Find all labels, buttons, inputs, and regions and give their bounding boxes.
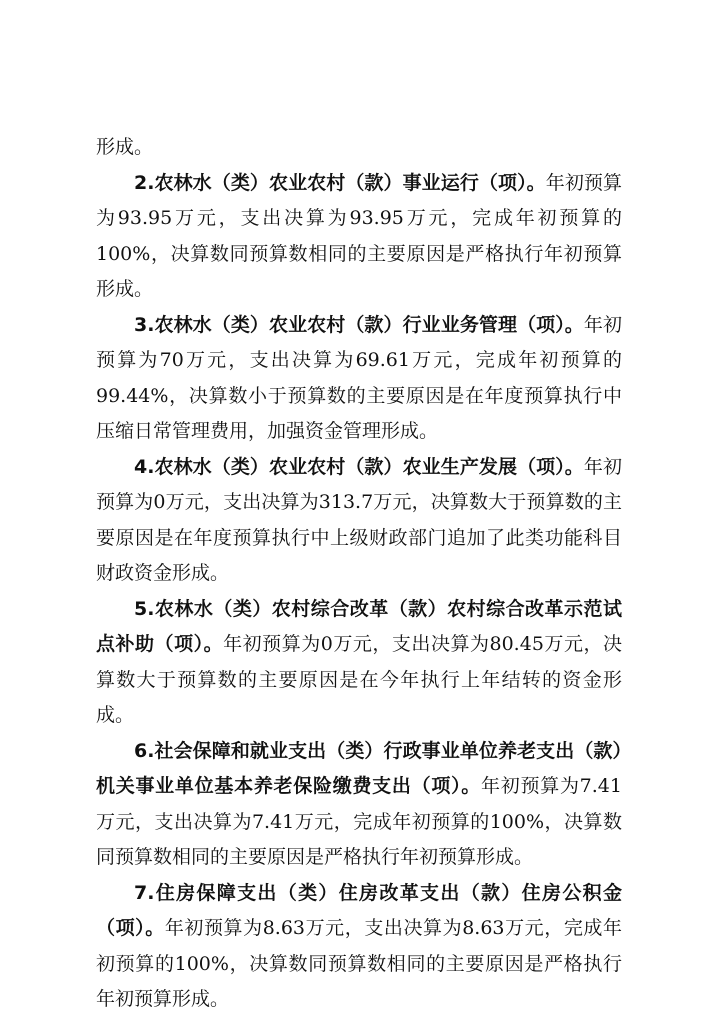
item-heading: 3.农林水（类）农业农村（款）行业业务管理（项）。 — [134, 313, 584, 336]
item-body: 年初预算为7.41万元，支出决算为7.41万元，完成年初预算的100%，决算数同预算数相同的主要原因是严格执行年初预算形成。 — [96, 775, 622, 868]
item-heading: 2.农林水（类）农业农村（款）事业运行（项）。 — [134, 171, 546, 194]
item-body: 年初预算为0万元，支出决算为313.7万元，决算数大于预算数的主要原因是在年度预算执行中上级财政部门追加了此类功能科目财政资金形成。 — [96, 455, 622, 584]
item-paragraph-6 — [96, 734, 622, 876]
item-body: 年初预算为8.63万元，支出决算为8.63万元，完成年初预算的100%，决算数同预算数相同的主要原因是严格执行年初预算形成。 — [96, 917, 622, 1010]
item-paragraph-5 — [96, 592, 622, 734]
item-paragraph-2 — [96, 166, 622, 308]
item-paragraph-3 — [96, 308, 622, 450]
item-body: 年初预算为70万元，支出决算为69.61万元，完成年初预算的99.44%，决算数小于预算数的主要原因是在年度预算执行中压缩日常管理费用，加强资金管理形成。 — [96, 313, 622, 442]
item-heading: 6.社会保障和就业支出（类）行政事业单位养老支出（款）机关事业单位基本养老保险缴费支出（项）。 — [96, 739, 622, 797]
item-heading: 4.农林水（类）农业农村（款）农业生产发展（项）。 — [134, 455, 584, 478]
item-paragraph-4 — [96, 450, 622, 592]
item-body: 年初预算为93.95万元，支出决算为93.95万元，完成年初预算的100%，决算数同预算数相同的主要原因是严格执行年初预算形成。 — [96, 171, 622, 300]
item-paragraph-7 — [96, 876, 622, 1018]
continuation-paragraph: 形成。 — [96, 136, 154, 158]
document-page — [96, 130, 622, 1018]
item-body: 年初预算为0万元，支出决算为80.45万元，决算数大于预算数的主要原因是在今年执行上年结转的资金形成。 — [96, 633, 622, 726]
item-heading: 5.农林水（类）农村综合改革（款）农村综合改革示范试点补助（项）。 — [96, 597, 622, 655]
item-heading: 7.住房保障支出（类）住房改革支出（款）住房公积金（项）。 — [96, 881, 622, 939]
